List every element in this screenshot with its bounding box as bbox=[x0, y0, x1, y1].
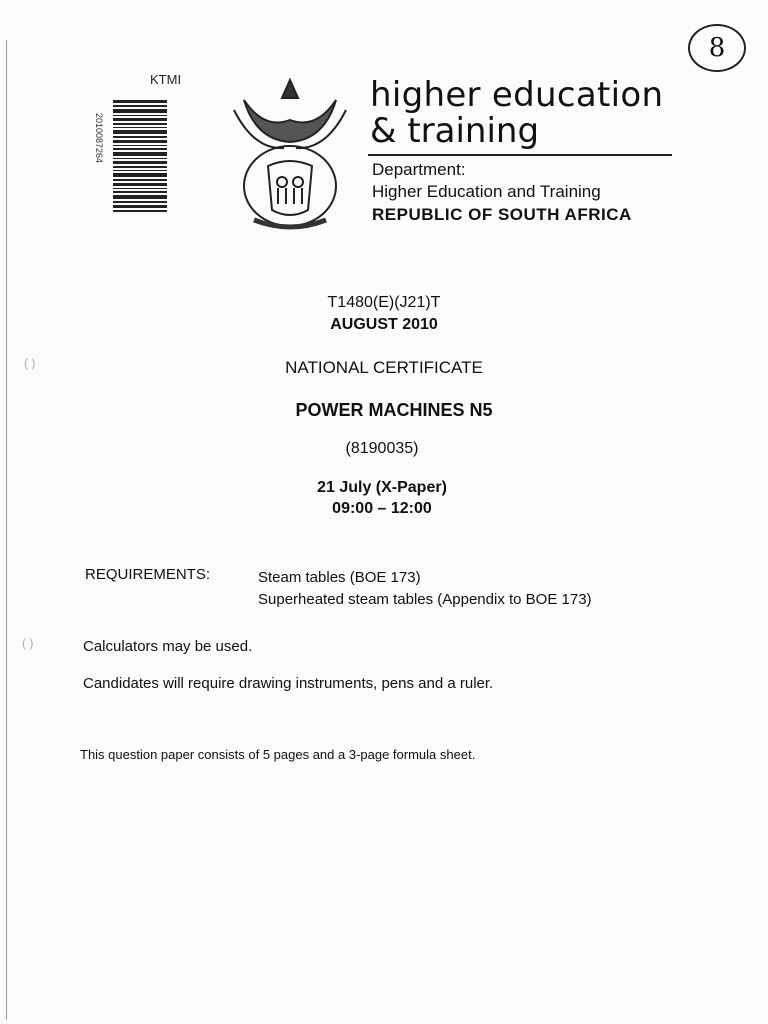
paper-code: T1480(E)(J21)T bbox=[327, 294, 441, 311]
subject-title: POWER MACHINES N5 bbox=[295, 400, 493, 420]
calculators-note: Calculators may be used. bbox=[83, 638, 253, 655]
subject-code: (8190035) bbox=[345, 440, 419, 457]
country-name: REPUBLIC OF SOUTH AFRICA bbox=[372, 205, 632, 224]
brand-line-1: higher education bbox=[370, 75, 664, 115]
requirement-item: Superheated steam tables (Appendix to BOE 173) bbox=[258, 591, 592, 608]
requirements-label: REQUIREMENTS: bbox=[85, 566, 211, 583]
barcode-number: 2010087264 bbox=[94, 113, 104, 164]
exam-day: 21 July (X-Paper) bbox=[317, 479, 447, 496]
coat-of-arms-emblem bbox=[224, 70, 356, 234]
exam-time: 09:00 – 12:00 bbox=[332, 500, 432, 517]
barcode bbox=[113, 100, 167, 212]
stamp-text: KTMI bbox=[150, 72, 182, 87]
requirement-item: Steam tables (BOE 173) bbox=[258, 569, 421, 586]
department-name: Higher Education and Training bbox=[372, 182, 601, 201]
page-marker-circle: 8 bbox=[688, 24, 746, 72]
department-label: Department: bbox=[372, 160, 466, 179]
scan-mark: ( ) bbox=[22, 636, 34, 650]
certificate-title: NATIONAL CERTIFICATE bbox=[285, 358, 483, 377]
scan-edge-line bbox=[6, 40, 7, 1020]
header-divider bbox=[368, 154, 672, 156]
paper-date: AUGUST 2010 bbox=[330, 316, 438, 333]
scan-mark: ( ) bbox=[24, 356, 36, 370]
instruments-note: Candidates will require drawing instruments, pens and a ruler. bbox=[83, 675, 494, 692]
brand-line-2: & training bbox=[370, 111, 540, 151]
page-count-note: This question paper consists of 5 pages and a 3-page formula sheet. bbox=[80, 747, 476, 762]
